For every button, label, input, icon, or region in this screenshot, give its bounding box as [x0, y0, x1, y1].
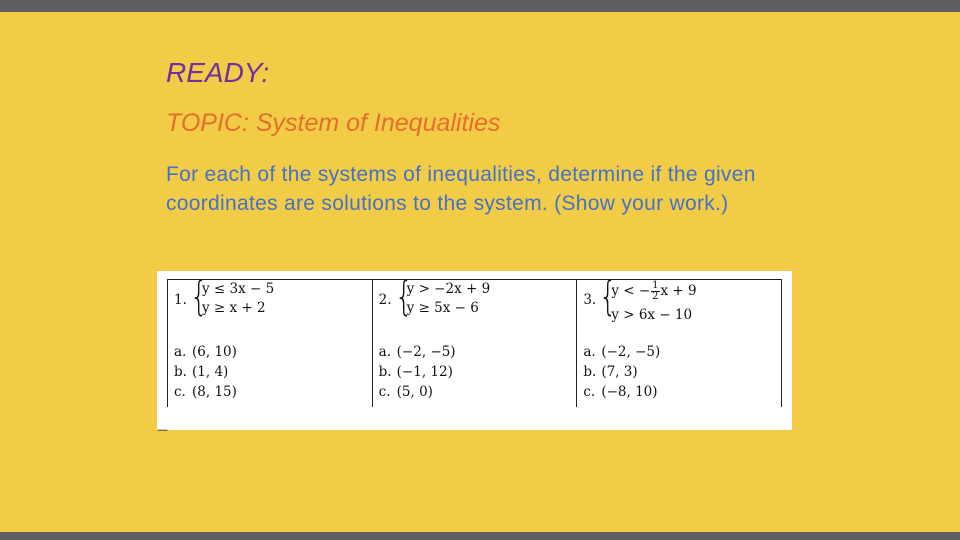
point-value: (−1, 12): [396, 364, 453, 380]
point-value: (8, 15): [192, 384, 237, 400]
point-value: (7, 3): [601, 364, 638, 380]
footer-mark: —: [157, 423, 168, 436]
point-value: (5, 0): [396, 384, 433, 400]
inequality: y > 6x − 10: [611, 307, 693, 323]
inequality: y ≤ 3x − 5: [202, 281, 275, 297]
problem-image: [157, 271, 792, 436]
point-label: c.: [583, 384, 596, 400]
brace-symbol: {: [394, 274, 413, 320]
inequality-system-3: [583, 274, 781, 342]
inequality: [611, 281, 696, 302]
problem-table: [167, 274, 782, 407]
fraction: [651, 281, 659, 302]
point-list: [379, 342, 577, 402]
inequality: y ≥ x + 2: [202, 300, 266, 316]
list-item: [379, 342, 577, 362]
inequality-system-1: [174, 274, 372, 342]
brace-symbol: {: [599, 274, 618, 320]
point-label: b.: [378, 364, 392, 380]
point-value: (−2, −5): [396, 344, 456, 360]
point-label: b.: [174, 364, 187, 380]
problem-number: 1.: [174, 292, 187, 308]
list-item: [174, 342, 372, 362]
point-value: (−2, −5): [601, 344, 661, 360]
brace-symbol: {: [190, 274, 208, 320]
problem-cell-2: [372, 274, 577, 408]
point-value: (1, 4): [192, 364, 229, 380]
point-list: [583, 342, 781, 402]
problem-cell-1: [168, 274, 373, 408]
point-label: a.: [174, 344, 187, 360]
list-item: [583, 382, 781, 402]
point-label: a.: [583, 344, 596, 360]
instructions-text: For each of the systems of inequalities, determine if the given coordinates are solutions to the system. (Show your work.): [166, 163, 756, 215]
heading: READY:: [166, 57, 270, 88]
inequality-prefix: y < −: [611, 283, 651, 299]
list-item: [379, 362, 577, 382]
point-value: (−8, 10): [601, 384, 658, 400]
point-value: (6, 10): [192, 344, 237, 360]
list-item: [174, 382, 372, 402]
point-list: [174, 342, 372, 402]
problem-cell-3: [577, 274, 782, 408]
point-label: c.: [378, 384, 391, 400]
list-item: [379, 382, 577, 402]
inequality-suffix: x + 9: [660, 283, 697, 299]
list-item: [174, 362, 372, 382]
point-label: c.: [174, 384, 186, 400]
fraction-denominator: 2: [652, 291, 659, 302]
problem-number: 3.: [583, 292, 597, 308]
inequality: y > −2x + 9: [406, 281, 491, 297]
topic-title: TOPIC: System of Inequalities: [166, 109, 501, 137]
problem-number: 2.: [378, 292, 392, 308]
list-item: [583, 342, 781, 362]
fraction-numerator: 1: [652, 280, 659, 291]
point-label: b.: [583, 364, 597, 380]
list-item: [583, 362, 781, 382]
point-label: a.: [378, 344, 391, 360]
inequality: y ≥ 5x − 6: [406, 300, 479, 316]
inequality-system-2: [378, 274, 577, 342]
